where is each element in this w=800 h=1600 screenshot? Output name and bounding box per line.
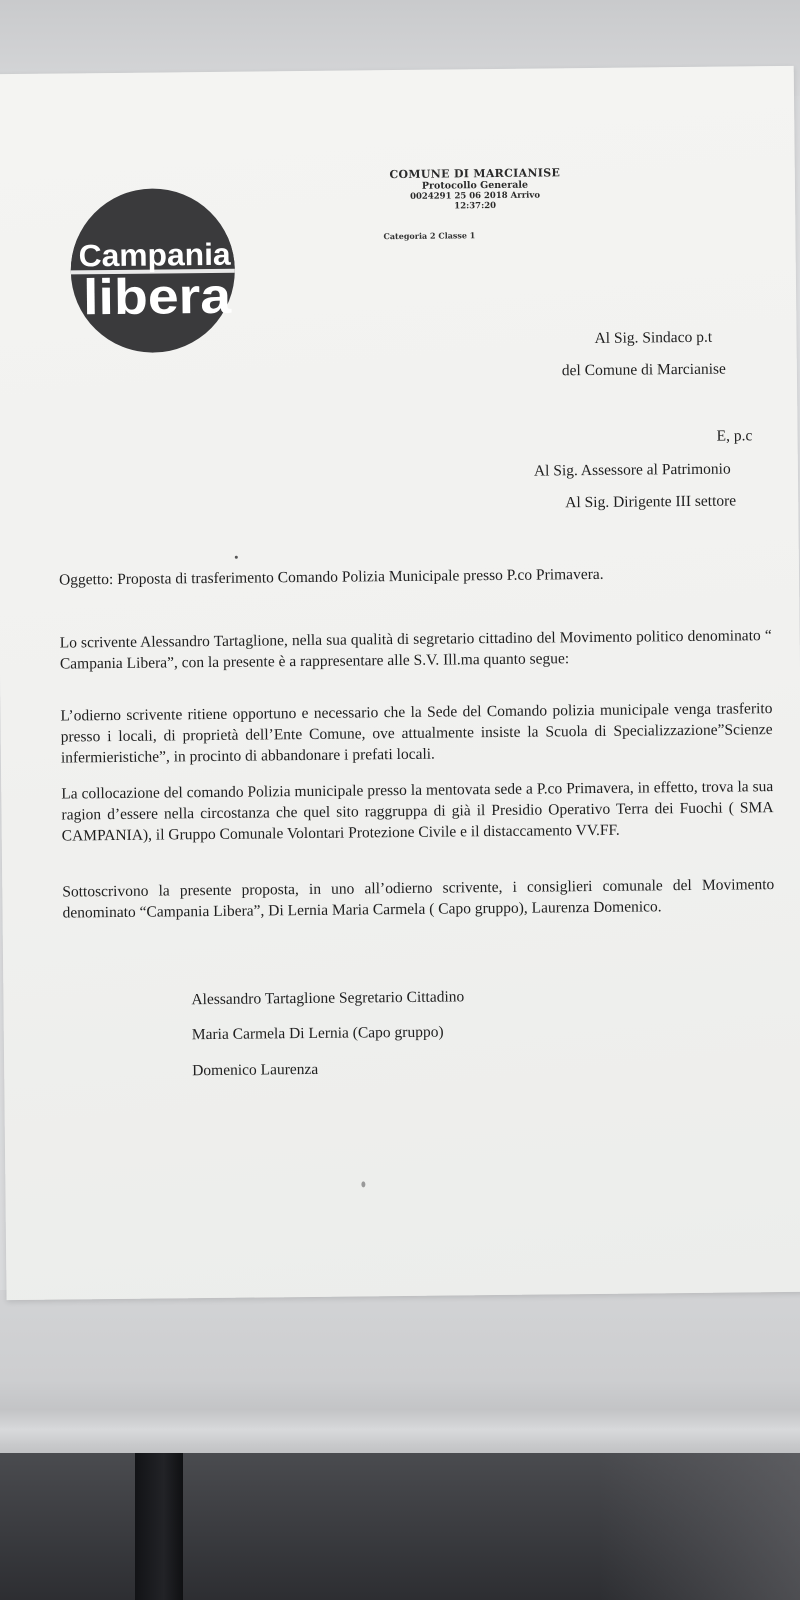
stamp-registry: Protocollo Generale bbox=[421, 179, 529, 192]
recipient-assessor: Al Sig. Assessore al Patrimonio bbox=[533, 460, 731, 480]
paper-mark bbox=[361, 1181, 365, 1187]
floor-reflection bbox=[600, 1453, 800, 1600]
logo-text-libera: libera bbox=[82, 267, 217, 326]
cc-label: E, p.c bbox=[716, 427, 753, 445]
stamp-category: Categoria 2 Classe 1 bbox=[383, 230, 476, 242]
signature-3: Domenico Laurenza bbox=[192, 1060, 319, 1080]
campania-libera-logo bbox=[68, 187, 238, 355]
protocol-stamp bbox=[365, 166, 585, 212]
stamp-office: COMUNE DI MARCIANISE bbox=[389, 166, 561, 182]
paragraph-signatories: Sottoscrivono la presente proposta, in uno all’odierno scrivente, i consiglieri comunale del Movimento denominato “Campania Libera”, Di Lernia Maria Carmela ( Capo gruppo), Laurenza Domenico. bbox=[62, 876, 775, 922]
letter-sheet bbox=[0, 66, 800, 1300]
paragraph-proposal: L’odierno scrivente ritiene opportuno e necessario che la Sede del Comando polizia municipale venga trasferito presso i locali, di proprietà dell’Ente Comune, ove attualmente insiste la Scuola di Specializzazione”Scienze infermieristiche”, in procinto di abbandonare i prefati locali. bbox=[60, 700, 773, 767]
stamp-time: 12:37:20 bbox=[454, 200, 497, 212]
signature-2: Maria Carmela Di Lernia (Capo gruppo) bbox=[191, 1023, 444, 1044]
recipient-director: Al Sig. Dirigente III settore bbox=[565, 492, 737, 512]
paragraph-intro: Lo scrivente Alessandro Tartaglione, nella sua qualità di segretario cittadino del Movimento politico denominato “ Campania Libera”, con la presente è a rappresentare alle S.V. Ill.ma quanto segue: bbox=[59, 627, 772, 673]
logo-text-campania: Campania bbox=[78, 236, 227, 274]
chair-leg bbox=[135, 1453, 183, 1600]
recipient-mayor: Al Sig. Sindaco p.t bbox=[594, 328, 713, 347]
signature-1: Alessandro Tartaglione Segretario Cittadino bbox=[191, 988, 465, 1009]
recipient-municipality: del Comune di Marcianise bbox=[561, 360, 726, 380]
stamp-number: 0024291 25 06 2018 Arrivo bbox=[410, 190, 541, 202]
ink-speck bbox=[235, 556, 238, 559]
subject-line: Oggetto: Proposta di trasferimento Comando Polizia Municipale presso P.co Primavera. bbox=[58, 565, 604, 589]
paragraph-reasons: La collocazione del comando Polizia municipale presso la mentovata sede a P.co Primavera, in effetto, trova la sua ragion d’essere nella circostanza che quel sito raggruppa di già il Presidio Operativo Terra dei Fuochi ( SMA CAMPANIA), il Gruppo Comunale Volontari Protezione Civile e il distaccamento VV.FF. bbox=[61, 778, 774, 845]
